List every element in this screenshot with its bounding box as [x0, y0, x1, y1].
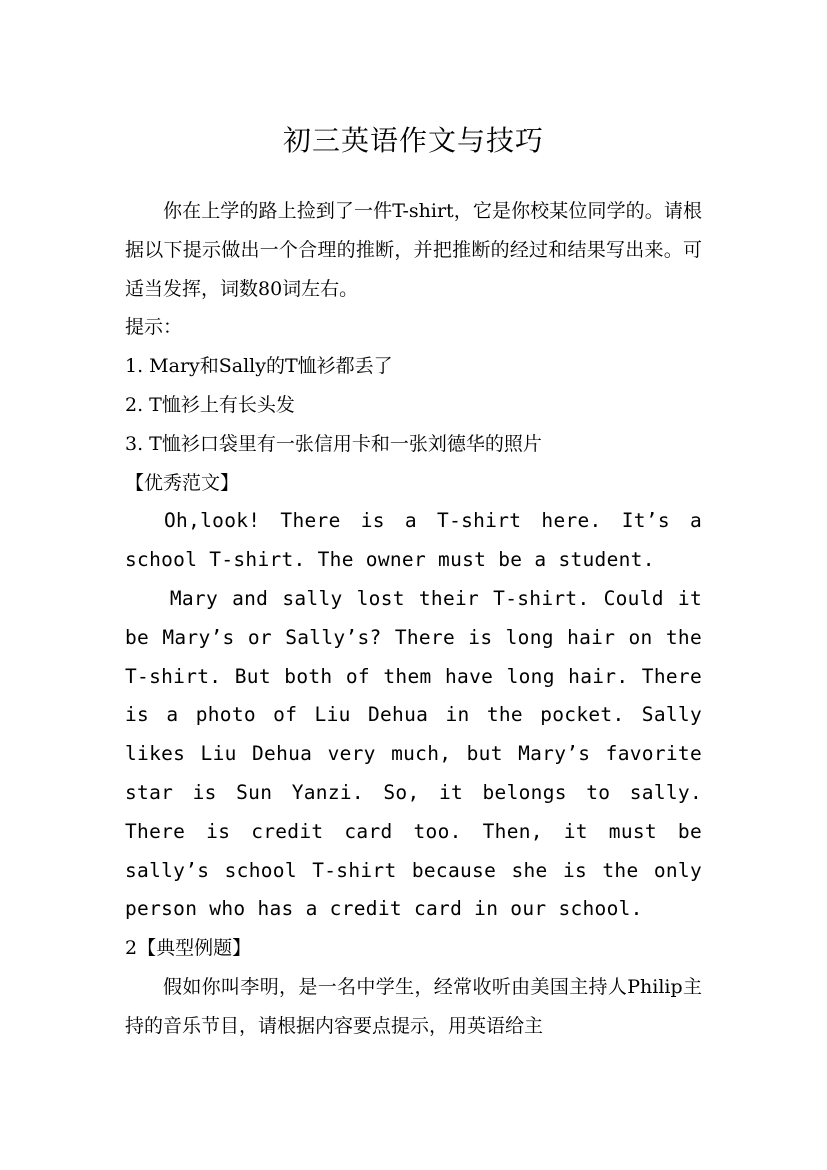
document-body: [125, 192, 702, 1046]
model-essay-paragraph-2: Mary and sally lost their T-shirt. Could it be Mary’s or Sally’s? There is long hair on the T-shirt. But both of them have long hair. There is a photo of Liu Dehua in the pocket. Sally likes Liu Dehua very much, but Mary’s favorite star is Sun Yanzi. So, it belongs to sally. There is credit card too. Then, it must be sally’s school T-shirt because she is the only person who has a credit card in our school.: [125, 586, 702, 921]
hint-item-1: 1. Mary和Sally的T恤衫都丢了: [125, 355, 393, 378]
example-label: 2【典型例题】: [125, 937, 252, 960]
task-paragraph: 你在上学的路上捡到了一件T-shirt，它是你校某位同学的。请根据以下提示做出一个合理的推断，并把推断的经过和结果写出来。可适当发挥，词数80词左右。: [125, 200, 702, 300]
hint-item-2: 2. T恤衫上有长头发: [125, 393, 295, 416]
hint-label: 提示：: [125, 316, 183, 339]
hint-item-3: 3. T恤衫口袋里有一张信用卡和一张刘德华的照片: [125, 432, 542, 455]
example-paragraph: 假如你叫李明，是一名中学生，经常收听由美国主持人Philip主持的音乐节目，请根据内容要点提示，用英语给主: [125, 975, 702, 1037]
model-essay-paragraph-1: Oh,look! There is a T-shirt here. It’s a school T-shirt. The owner must be a student.: [125, 509, 702, 572]
model-essay-label: 【优秀范文】: [125, 471, 240, 494]
document-title: 初三英语作文与技巧: [282, 123, 544, 157]
